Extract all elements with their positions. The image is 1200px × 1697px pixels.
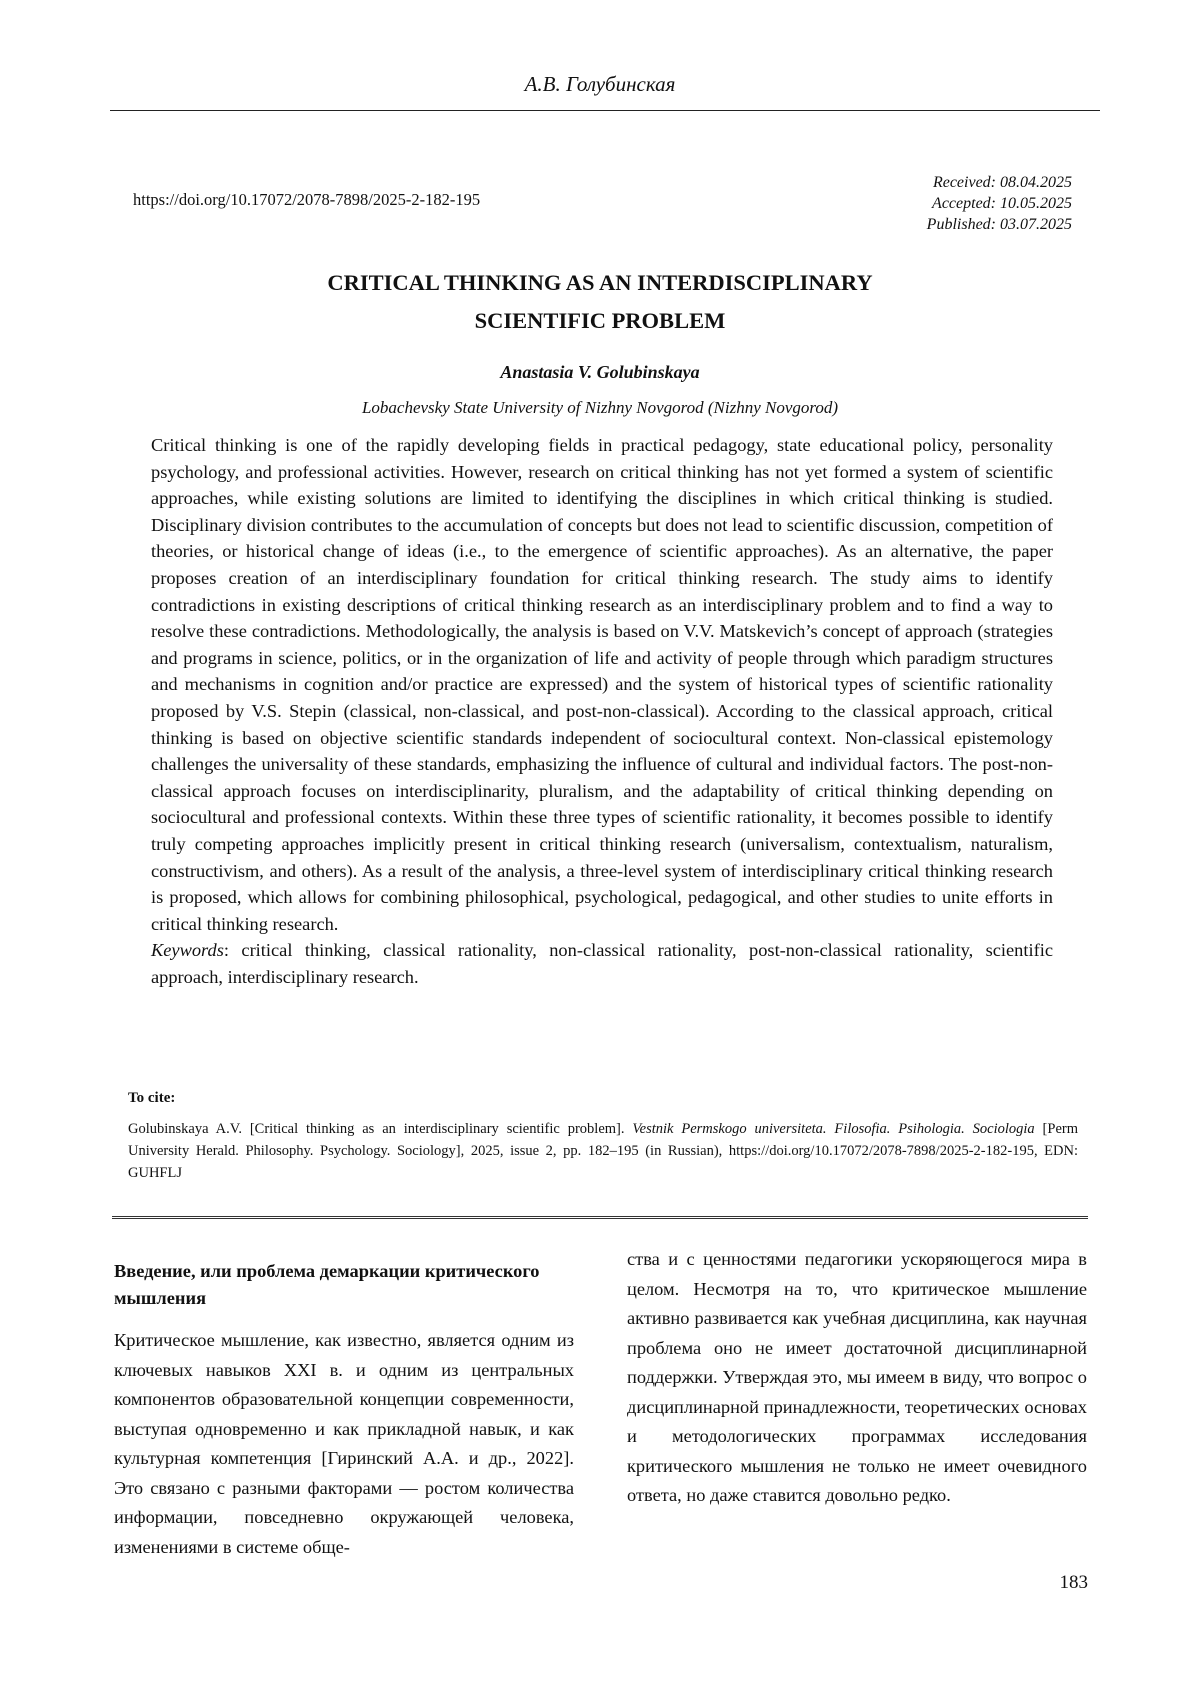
citation-text: [128, 1118, 1078, 1184]
body-column-right: [627, 1245, 1087, 1511]
received-date: Received: 08.04.2025: [927, 172, 1072, 193]
abstract: [151, 432, 1053, 990]
keywords: [151, 937, 1053, 990]
citation-part: Golubinskaya A.V. [Critical thinking as an interdisciplinary scientific problem].: [128, 1121, 632, 1137]
section-heading: Введение, или проблема демаркации критического мышления: [114, 1258, 574, 1312]
article-title: [0, 264, 1200, 340]
published-date: Published: 03.07.2025: [927, 214, 1072, 235]
citation-part: [Perm University Herald. Philosophy. Psychology. Sociology], 2025, issue 2, pp. 182–195 (in Russian), https://doi.org/10.17072/2078-7898/2025-2-182-195, EDN: GUHFLJ: [128, 1121, 1078, 1181]
author-name: Anastasia V. Golubinskaya: [0, 362, 1200, 383]
body-column-left: [114, 1258, 574, 1562]
page-number: 183: [1060, 1572, 1089, 1594]
header-rule: [110, 110, 1100, 111]
publication-dates: [927, 172, 1072, 235]
title-line: SCIENTIFIC PROBLEM: [0, 302, 1200, 340]
section-divider: [112, 1216, 1088, 1221]
abstract-text: Critical thinking is one of the rapidly developing fields in practical pedagogy, state educational policy, personality psychology, and professional activities. However, research on critical thinking has not yet formed a system of scientific approaches, while existing solutions are limited to identifying the disciplines in which critical thinking is studied. Disciplinary division contributes to the accumulation of concepts but does not lead to scientific discussion, competition of theories, or historical change of ideas (i.e., to the emergence of scientific approaches). As an alternative, the paper proposes creation of an interdisciplinary foundation for critical thinking research. The study aims to identify contradictions in existing descriptions of critical thinking research as an interdisciplinary problem and to find a way to resolve these contradictions. Methodologically, the analysis is based on V.V. Matskevich’s concept of approach (strategies and programs in science, politics, or in the organization of life and activity of people through which paradigm structures and mechanisms in cognition and/or practice are expressed) and the system of historical types of scientific rationality proposed by V.S. Stepin (classical, non-classical, and post-non-classical). According to the classical approach, critical thinking is based on objective scientific standards independent of sociocultural context. Non-classical epistemology challenges the universality of these standards, emphasizing the influence of cultural and individual factors. The post-non-classical approach focuses on interdisciplinarity, pluralism, and the adaptability of critical thinking depending on sociocultural and professional contexts. Within these three types of scientific rationality, it becomes possible to identify truly competing approaches implicitly present in critical thinking research (universalism, contextualism, naturalism, constructivism, and others). As a result of the analysis, a three-level system of interdisciplinary critical thinking research is proposed, which allows for combining philosophical, psychological, pedagogical, and other studies to unite efforts in critical thinking research.: [151, 432, 1053, 937]
keywords-label: Keywords: [151, 940, 224, 960]
accepted-date: Accepted: 10.05.2025: [927, 193, 1072, 214]
title-line: CRITICAL THINKING AS AN INTERDISCIPLINARY: [0, 264, 1200, 302]
body-paragraph: ства и с ценностями педагогики ускоряющегося мира в целом. Несмотря на то, что критическое мышление активно развивается как учебная дисциплина, как научная проблема оно не имеет достаточной дисциплинарной поддержки. Утверждая это, мы имеем в виду, что вопрос о дисциплинарной принадлежности, теоретических основах и методологических программах исследования критического мышления не только не имеет очевидного ответа, но даже ставится довольно редко.: [627, 1245, 1087, 1511]
running-head: А.В. Голубинская: [0, 72, 1200, 97]
body-paragraph: Критическое мышление, как известно, является одним из ключевых навыков XXI в. и одним из центральных компонентов образовательной концепции современности, выступая одновременно и как прикладной навык, и как культурная компетенция [Гиринский А.А. и др., 2022]. Это связано с разными факторами — ростом количества информации, повседневно окружающей человека, изменениями в системе обще-: [114, 1326, 574, 1562]
citation-journal: Vestnik Permskogo universiteta. Filosofia. Psihologia. Sociologia: [632, 1121, 1034, 1137]
doi-link[interactable]: https://doi.org/10.17072/2078-7898/2025-2-182-195: [133, 190, 480, 210]
citation-heading: To cite:: [128, 1090, 175, 1107]
affiliation: Lobachevsky State University of Nizhny Novgorod (Nizhny Novgorod): [0, 398, 1200, 418]
keywords-list: : critical thinking, classical rationality, non-classical rationality, post-non-classical rationality, scientific approach, interdisciplinary research.: [151, 940, 1053, 987]
